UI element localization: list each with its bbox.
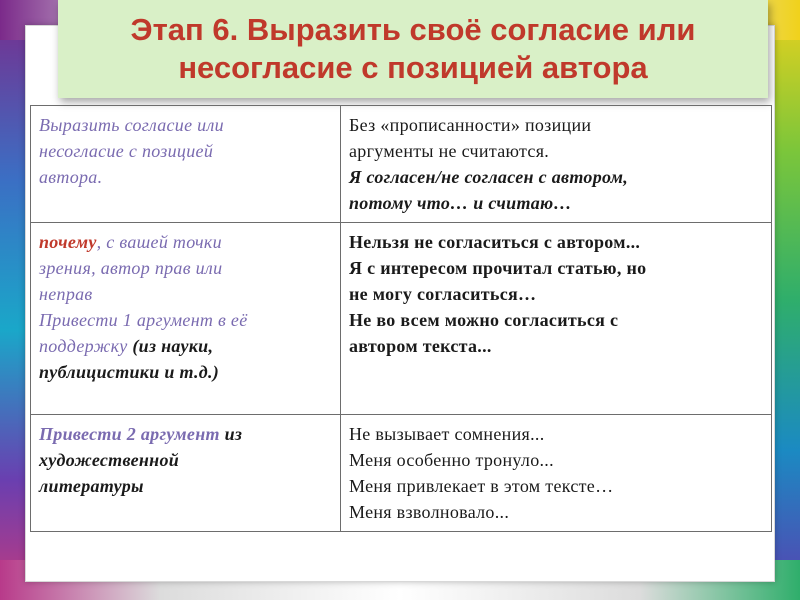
cell-text-bold: художественной [39, 450, 180, 470]
title-line-2: несогласие с позицией автора [178, 50, 648, 85]
cell-text: несогласие с позицией [39, 141, 214, 161]
cell-text-highlight: почему [39, 232, 97, 252]
table-cell-left [31, 415, 341, 532]
cell-line [39, 229, 332, 255]
cell-text: Привести 2 аргумент [39, 424, 225, 444]
cell-text: Привести 1 аргумент в её [39, 310, 248, 330]
cell-text: Не во всем можно согласиться с [349, 310, 619, 330]
table-cell-left [31, 106, 341, 223]
cell-text: Выразить согласие или [39, 115, 224, 135]
cell-text: поддержку [39, 336, 133, 356]
cell-text: Нельзя не согласиться с автором... [349, 232, 641, 252]
cell-line [39, 333, 332, 359]
cell-text: Меня взволновало... [349, 502, 510, 522]
cell-text: Не вызывает сомнения... [349, 424, 545, 444]
table-cell-left [31, 223, 341, 415]
cell-text: Меня привлекает в этом тексте… [349, 476, 614, 496]
table-row [31, 106, 772, 223]
table-row [31, 415, 772, 532]
cell-text: неправ [39, 284, 93, 304]
title-line-1: Этап 6. Выразить своё согласие или [130, 12, 696, 47]
cell-text: Меня особенно тронуло... [349, 450, 554, 470]
table-cell-right [341, 106, 772, 223]
cell-text-bold: (из науки, [132, 336, 214, 356]
content-table [30, 105, 772, 532]
cell-line [39, 421, 332, 447]
cell-text: , с вашей точки [96, 232, 222, 252]
table-row [31, 223, 772, 415]
cell-text-bold: публицистики и т.д.) [39, 362, 220, 382]
table-cell-right [341, 223, 772, 415]
cell-text: Я с интересом прочитал статью, но [349, 258, 647, 278]
cell-text: не могу согласиться… [349, 284, 537, 304]
cell-text: аргументы не считаются. [349, 141, 550, 161]
cell-text: автором текста... [349, 336, 492, 356]
cell-text: Без «прописанности» позиции [349, 115, 592, 135]
cell-text: автора. [39, 167, 103, 187]
cell-text: Я согласен/не согласен с автором, [349, 167, 629, 187]
slide-title [58, 0, 768, 98]
cell-text: зрения, автор прав или [39, 258, 223, 278]
table-cell-right [341, 415, 772, 532]
cell-text-bold: литературы [39, 476, 144, 496]
cell-text: потому что… и считаю… [349, 193, 572, 213]
cell-text-bold: из [224, 424, 243, 444]
